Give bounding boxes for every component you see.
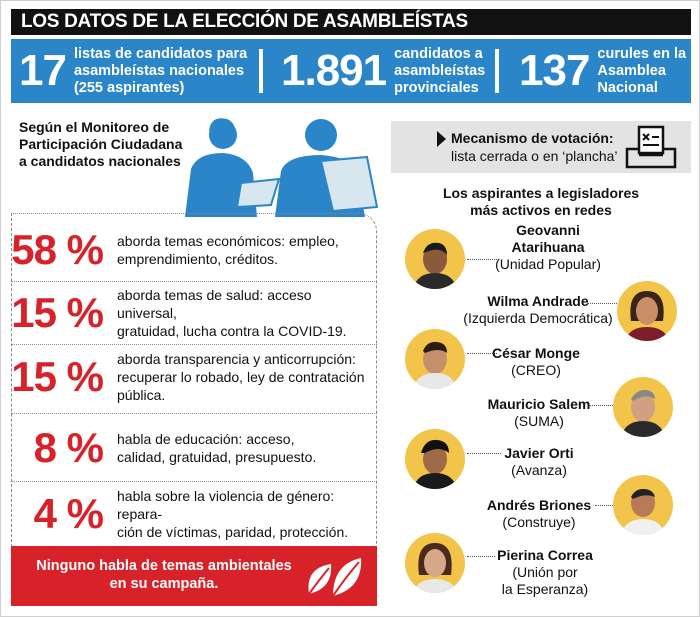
- stat-text-line: curules en la: [597, 45, 687, 62]
- candidate-name: Mauricio Salem: [487, 396, 591, 412]
- candidate-party: (Unidad Popular): [495, 256, 601, 272]
- candidate-name: Andrés Briones: [486, 497, 592, 513]
- stat-seats: [519, 39, 686, 103]
- candidate-name: Pierina Correa: [497, 547, 593, 563]
- leaves-icon: [303, 554, 365, 600]
- percentage-text-line: aborda temas económicos: empleo,: [117, 233, 339, 249]
- stat-text-line: Nacional: [597, 79, 658, 96]
- percentage-text-line: gratuidad, lucha contra la COVID-19.: [117, 323, 347, 339]
- percentage-text-line: ción de víctimas, paridad, protección.: [117, 524, 349, 540]
- percentage-row: [11, 417, 377, 479]
- mechanism-title: Mecanismo de votación:: [451, 130, 614, 146]
- voting-mechanism-box: [391, 121, 691, 173]
- candidate-photo: [613, 475, 673, 535]
- percentage-value: 4 %: [33, 490, 103, 537]
- intro-line: Participación Ciudadana: [19, 136, 183, 152]
- stat-candidates: [281, 39, 485, 103]
- stat-text-line: (255 aspirantes): [73, 79, 185, 96]
- candidate-photo: [405, 533, 465, 593]
- arrow-right-icon: [437, 131, 446, 147]
- candidate-photo: [405, 329, 465, 389]
- candidates-heading: [403, 185, 679, 219]
- stat-divider: [259, 49, 263, 93]
- candidate-name: Geovanni: [516, 222, 580, 238]
- percentage-text-line: aborda temas de salud: acceso universal,: [117, 287, 312, 321]
- candidate-party: (Avanza): [511, 462, 567, 478]
- leader-line: [589, 405, 613, 406]
- candidate-label: [477, 497, 601, 531]
- candidate-photo: [405, 429, 465, 489]
- percentage-text-line: recuperar lo robado, ley de contratación: [117, 369, 365, 385]
- stat-number: 1.891: [281, 46, 387, 95]
- percentage-row: [11, 346, 377, 408]
- percentage-text-line: habla sobre la violencia de género: repara-: [117, 488, 335, 522]
- candidates-heading-line: más activos en redes: [470, 202, 612, 218]
- percentage-text-line: habla de educación: acceso,: [117, 431, 295, 447]
- candidate-name: César Monge: [492, 345, 580, 361]
- intro-line: a candidatos nacionales: [19, 153, 181, 169]
- candidate-party: (SUMA): [514, 413, 564, 429]
- candidate-photo: [405, 229, 465, 289]
- candidate-name: Atarihuana: [511, 239, 585, 255]
- ballot-box-icon: [625, 125, 681, 169]
- percentage-text-line: calidad, gratuidad, presupuesto.: [117, 449, 317, 465]
- percentage-value: 8 %: [33, 424, 103, 471]
- environment-footer: [11, 546, 377, 606]
- row-divider: [11, 481, 377, 482]
- candidate-party: (Izquierda Democrática): [463, 310, 613, 326]
- candidate-photo: [613, 377, 673, 437]
- candidate-label: [481, 345, 591, 379]
- footer-line: Ninguno habla de temas ambientales: [36, 558, 292, 574]
- infographic-title: LOS DATOS DE LA ELECCIÓN DE ASAMBLEÍSTAS: [11, 9, 691, 35]
- percentage-row: [11, 483, 377, 545]
- percentage-value: 15 %: [11, 353, 103, 400]
- percentage-row: [11, 219, 377, 281]
- percentage-text-line: emprendimiento, créditos.: [117, 251, 279, 267]
- footer-line: en su campaña.: [109, 576, 219, 592]
- candidate-label: [487, 445, 591, 479]
- candidate-label: [477, 396, 601, 430]
- percentage-text-line: aborda transparencia y anticorrupción:: [117, 351, 356, 367]
- row-divider: [11, 344, 377, 345]
- candidate-party: la Esperanza): [501, 581, 589, 597]
- stat-lists: [19, 39, 247, 103]
- stat-text-line: provinciales: [394, 79, 479, 96]
- candidate-label: [475, 222, 621, 273]
- candidate-party: (Unión por: [512, 564, 578, 580]
- percentage-text-line: pública.: [117, 387, 166, 403]
- stats-bar: [11, 39, 691, 103]
- percentage-row: [11, 282, 377, 344]
- intro-line: Según el Monitoreo de: [19, 119, 170, 135]
- stat-divider: [495, 49, 499, 93]
- candidate-name: Javier Orti: [504, 445, 574, 461]
- candidate-party: (CREO): [511, 362, 561, 378]
- stat-text-line: asambleístas: [394, 62, 486, 79]
- leader-line: [595, 505, 613, 506]
- candidates-heading-line: Los aspirantes a legisladores: [442, 185, 640, 201]
- candidate-photo: [617, 281, 677, 341]
- stat-text-line: Asamblea: [597, 62, 666, 79]
- leader-line: [587, 303, 617, 304]
- stat-number: 17: [19, 46, 66, 95]
- candidate-label: [463, 293, 613, 327]
- mechanism-text: lista cerrada o en ‘plancha’: [451, 148, 618, 164]
- candidate-label: [485, 547, 605, 598]
- stat-text-line: listas de candidatos para: [73, 45, 248, 62]
- stat-number: 137: [519, 46, 590, 95]
- stat-text-line: asambleístas nacionales: [73, 62, 245, 79]
- people-reading-icon: [171, 113, 381, 217]
- candidate-name: Wilma Andrade: [487, 293, 589, 309]
- candidate-party: (Construye): [502, 514, 576, 530]
- percentage-value: 58 %: [11, 226, 103, 273]
- percentage-value: 15 %: [11, 289, 103, 336]
- row-divider: [11, 413, 377, 414]
- stat-text-line: candidatos a: [394, 45, 483, 62]
